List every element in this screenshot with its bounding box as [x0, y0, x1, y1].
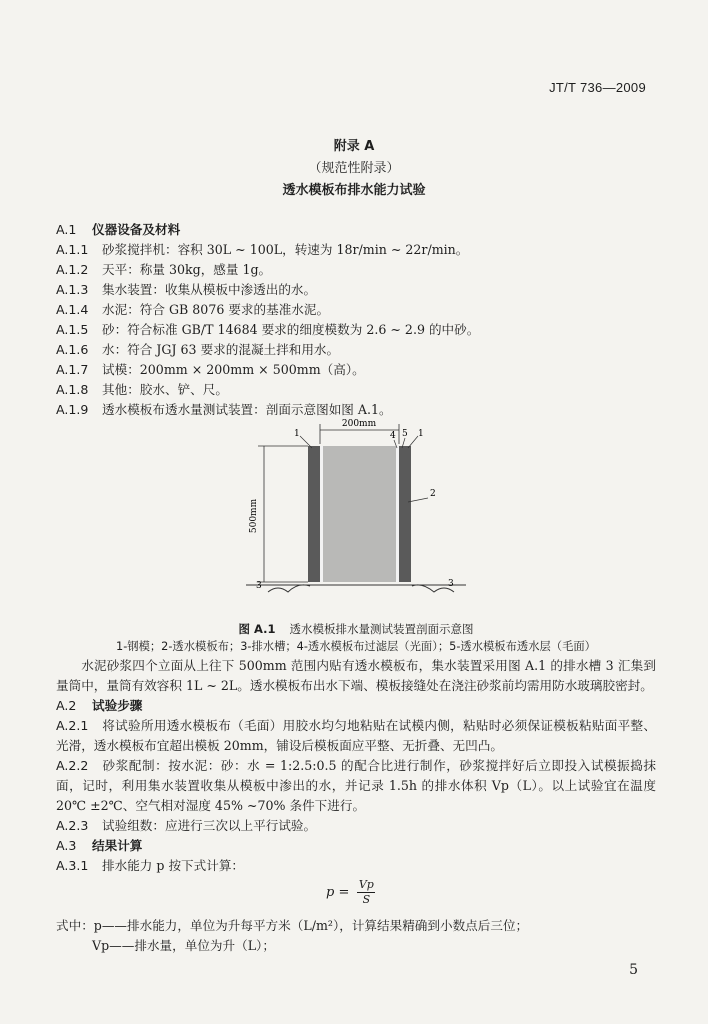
- fabric-filter-left: [320, 446, 323, 582]
- figure-caption-number: 图 A.1: [238, 622, 276, 636]
- apparatus-diagram: [56, 419, 656, 616]
- formula-lhs: p =: [326, 884, 350, 900]
- figure-a1: [56, 419, 656, 616]
- where-clause: [56, 916, 656, 936]
- item-text: 其他：胶水、铲、尺。: [102, 382, 228, 397]
- label-1-right: 1: [418, 429, 424, 439]
- item-text: 排水能力 p 按下式计算：: [102, 858, 245, 873]
- mortar-body: [311, 446, 407, 582]
- steel-mould-right: [399, 446, 411, 582]
- section-title: 结果计算: [92, 838, 143, 853]
- list-item: [56, 360, 656, 380]
- label-1-left: 1: [294, 429, 300, 439]
- section-title: 试验步骤: [92, 698, 143, 713]
- appendix-subtitle: （规范性附录）: [308, 161, 400, 176]
- paragraph: 水泥砂浆四个立面从上往下 500mm 范围内贴有透水模板布，集水装置采用图 A.1 的排水槽 3 汇集到量筒中，量筒有效容积 1L ~ 2L。透水模板布出水下端、模板接缝处在浇注砂浆前均需用防水玻璃胶密封。: [56, 658, 656, 693]
- item-text: 砂浆配制：按水泥：砂：水 = 1:2.5:0.5 的配合比进行制作，砂浆搅拌好后立即投入试模振捣抹面，记时，利用集水装置收集从模板中渗出的水，并记录 1.5h 的排水体积 Vp（L）。以上试验宜在温度 20℃ ±2℃、空气相对湿度 45% ~70% 条件下进行。: [56, 758, 656, 813]
- steel-mould-left: [308, 446, 320, 582]
- list-item: [56, 260, 656, 280]
- item-number: A.1.5: [56, 322, 89, 337]
- item-number: A.1.4: [56, 302, 89, 317]
- standard-code: JT/T 736—2009: [549, 80, 646, 95]
- item-text: 将试验所用透水模板布（毛面）用胶水均匀地粘贴在试模内侧，粘贴时必须保证模板粘贴面平整、光滑，透水模板布宜超出模板 20mm，铺设后模板面应平整、无折叠、无凹凸。: [56, 718, 656, 753]
- where-vp-definition: Vp——排水量，单位为升（L）；: [92, 938, 275, 953]
- item-text: 集水装置：收集从模板中渗透出的水。: [102, 282, 317, 297]
- appendix-heading: [0, 136, 708, 202]
- item-number: A.1.7: [56, 362, 89, 377]
- item-text: 水：符合 JGJ 63 要求的混凝土拌和用水。: [102, 342, 340, 357]
- label-3-right: 3: [448, 579, 454, 589]
- item-number: A.1.8: [56, 382, 89, 397]
- label-3-left: 3: [256, 581, 262, 591]
- item-number: A.1.6: [56, 342, 89, 357]
- list-item: [56, 756, 656, 816]
- where-p-definition: p——排水能力，单位为升每平方米（L/m²），计算结果精确到小数点后三位；: [93, 918, 529, 933]
- section-number: A.3: [56, 838, 77, 853]
- formula-numerator: Vp: [358, 878, 374, 891]
- list-item: [56, 340, 656, 360]
- drainage-formula: [326, 878, 375, 907]
- section-title: 仪器设备及材料: [92, 222, 181, 237]
- label-2: 2: [430, 489, 436, 499]
- label-5: 5: [402, 429, 408, 439]
- item-text: 试验组数：应进行三次以上平行试验。: [102, 818, 317, 833]
- item-number: A.3.1: [56, 858, 89, 873]
- item-number: A.2.1: [56, 718, 89, 733]
- page-number: 5: [629, 962, 638, 978]
- list-item: [56, 240, 656, 260]
- formula-fraction: [357, 878, 375, 907]
- section-number: A.1: [56, 222, 77, 237]
- where-lead: 式中：: [56, 918, 94, 933]
- formula-denominator: S: [362, 893, 371, 906]
- list-item: [56, 856, 656, 876]
- dim-side-label: 500mm: [249, 498, 259, 534]
- item-text: 砂：符合标准 GB/T 14684 要求的细度模数为 2.6 ~ 2.9 的中砂。: [102, 322, 480, 337]
- figure-legend: 1-钢模；2-透水模板布；3-排水槽；4-透水模板布过滤层（光面）；5-透水模板布透水层（毛面）: [116, 640, 596, 653]
- section-a1: [56, 220, 656, 240]
- appendix-title: 附录 A: [333, 139, 375, 154]
- item-text: 天平：称量 30kg，感量 1g。: [102, 262, 272, 277]
- item-text: 试模：200mm × 200mm × 500mm（高）。: [102, 362, 365, 377]
- fabric-filter-right: [396, 446, 399, 582]
- item-number: A.2.3: [56, 818, 89, 833]
- where-clause: [56, 936, 656, 956]
- list-item: [56, 280, 656, 300]
- list-item: [56, 400, 656, 420]
- drain-trough-left: [268, 585, 310, 592]
- label-4: 4: [390, 431, 396, 441]
- list-item: [56, 300, 656, 320]
- section-a2: [56, 696, 656, 716]
- list-item: [56, 320, 656, 340]
- section-a3: [56, 836, 656, 856]
- section-number: A.2: [56, 698, 77, 713]
- figure-caption: [56, 620, 656, 638]
- item-text: 水泥：符合 GB 8076 要求的基准水泥。: [102, 302, 330, 317]
- item-text: 砂浆搅拌机：容积 30L ~ 100L，转速为 18r/min ~ 22r/min。: [102, 242, 469, 257]
- formula-block: [56, 876, 656, 916]
- list-item: [56, 816, 656, 836]
- item-number: A.1.2: [56, 262, 89, 277]
- item-number: A.1.3: [56, 282, 89, 297]
- list-item: [56, 380, 656, 400]
- item-number: A.1.9: [56, 402, 89, 417]
- leader-1-right: [408, 436, 418, 448]
- dim-top-label: 200mm: [341, 419, 377, 429]
- appendix-name: 透水模板布排水能力试验: [282, 183, 426, 198]
- list-item: [56, 716, 656, 756]
- item-number: A.2.2: [56, 758, 89, 773]
- item-text: 透水模板布透水量测试装置：剖面示意图如图 A.1。: [102, 402, 392, 417]
- document-body: [56, 220, 656, 956]
- figure-caption-text: 透水模板排水量测试装置剖面示意图: [289, 622, 474, 636]
- item-number: A.1.1: [56, 242, 89, 257]
